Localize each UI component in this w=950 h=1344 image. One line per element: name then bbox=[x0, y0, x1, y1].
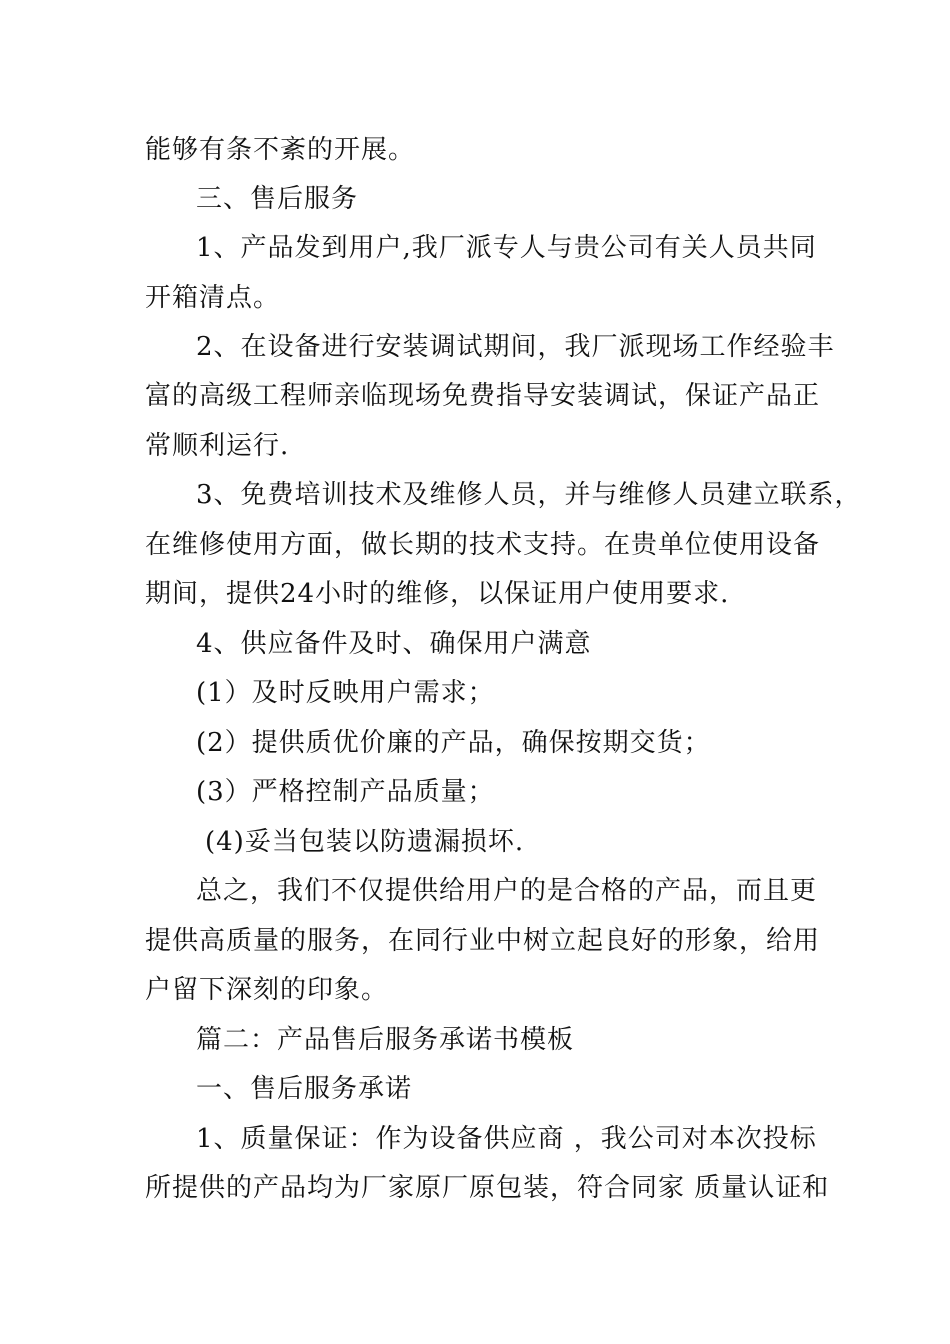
text-line: 在维修使用方面，做长期的技术支持。在贵单位使用设备 bbox=[145, 530, 821, 560]
text-line: 提供高质量的服务，在同行业中树立起良好的形象，给用 bbox=[145, 926, 821, 956]
text-line: 开箱清点。 bbox=[145, 283, 281, 313]
text-line: 能够有条不紊的开展。 bbox=[145, 135, 416, 165]
section-heading: 三、售后服务 bbox=[196, 184, 359, 214]
list-item: (3）严格控制产品质量； bbox=[196, 777, 495, 807]
text-line: 富的高级工程师亲临现场免费指导安装调试，保证产品正 bbox=[145, 381, 821, 411]
section-heading: 篇二：产品售后服务承诺书模板 bbox=[196, 1025, 575, 1055]
text-line: 户留下深刻的印象。 bbox=[145, 975, 389, 1005]
text-line: 4、供应备件及时、确保用户满意 bbox=[196, 629, 592, 659]
text-line: 所提供的产品均为厂家原厂原包装，符合同家 质量认证和 bbox=[145, 1173, 830, 1203]
section-heading: 一、售后服务承诺 bbox=[196, 1074, 413, 1104]
list-item: (2）提供质优价廉的产品，确保按期交货； bbox=[196, 728, 711, 758]
text-line: 期间，提供24小时的维修，以保证用户使用要求. bbox=[145, 579, 730, 609]
text-line: 1、产品发到用户,我厂派专人与贵公司有关人员共同 bbox=[196, 233, 817, 263]
list-item: (1）及时反映用户需求； bbox=[196, 678, 495, 708]
text-line: 常顺利运行. bbox=[145, 431, 290, 461]
list-item: (4)妥当包装以防遗漏损坏. bbox=[205, 827, 525, 857]
text-line: 2、在设备进行安装调试期间，我厂派现场工作经验丰 bbox=[196, 332, 835, 362]
text-line: 1、质量保证：作为设备供应商 ，我公司对本次投标 bbox=[196, 1124, 817, 1154]
text-line: 3、免费培训技术及维修人员，并与维修人员建立联系， bbox=[196, 480, 862, 510]
text-line: 总之，我们不仅提供给用户的是合格的产品，而且更 bbox=[196, 876, 818, 906]
